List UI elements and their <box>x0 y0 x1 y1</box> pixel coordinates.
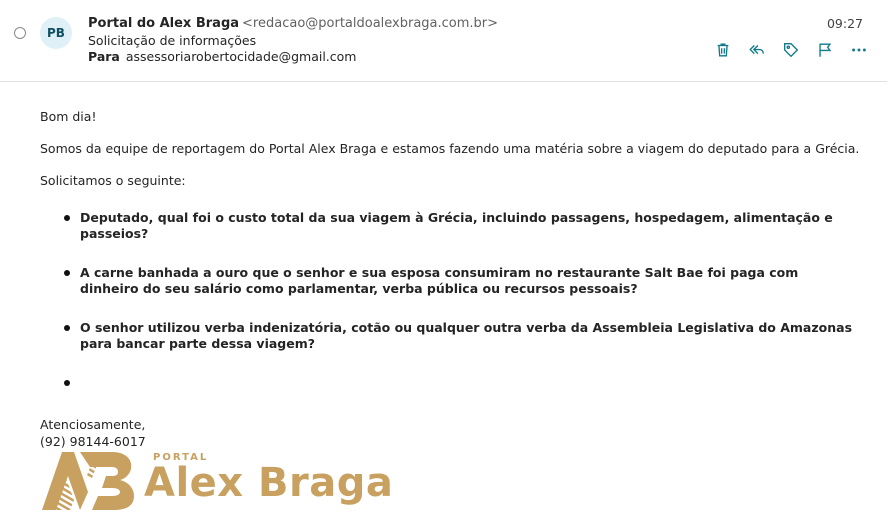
more-icon <box>850 41 868 59</box>
list-item <box>80 375 860 391</box>
sender-email: <redacao@portaldoalexbraga.com.br> <box>242 16 499 31</box>
ab-logo-mark-icon <box>40 448 140 512</box>
recipient-line <box>88 49 356 64</box>
message-header <box>0 0 887 82</box>
tag-icon <box>782 41 800 59</box>
to-label: Para <box>88 49 120 64</box>
avatar[interactable] <box>40 17 72 49</box>
message-subject: Solicitação de informações <box>88 33 257 48</box>
delete-button[interactable] <box>713 40 733 60</box>
closing-text: Atenciosamente, <box>40 417 146 432</box>
flag-icon <box>816 41 834 59</box>
sender-line <box>88 16 498 31</box>
more-actions-button[interactable] <box>849 40 869 60</box>
reply-all-button[interactable] <box>747 40 767 60</box>
questions-list <box>40 210 860 391</box>
list-item: Deputado, qual foi o custo total da sua viagem à Grécia, incluindo passagens, hospedagem, alimentação e passeios? <box>80 210 860 242</box>
intro-paragraph: Somos da equipe de reportagem do Portal Alex Braga e estamos fazendo uma matéria sobre a viagem do deputado para a Grécia. <box>40 141 860 156</box>
list-item: O senhor utilizou verba indenizatória, cotão ou qualquer outra verba da Assembleia Legislativa do Amazonas para bancar parte dessa viagem? <box>80 320 860 352</box>
portal-logo <box>40 448 400 512</box>
select-message-checkbox[interactable] <box>14 27 26 39</box>
logo-portal-text: PORTAL <box>153 452 209 463</box>
signature <box>40 416 146 450</box>
request-paragraph: Solicitamos o seguinte: <box>40 173 186 188</box>
logo-main-text: Alex Braga <box>144 460 394 506</box>
list-item: A carne banhada a ouro que o senhor e sua esposa consumiram no restaurante Salt Bae foi paga com dinheiro do seu salário como parlamentar, verba pública ou recursos pessoais? <box>80 265 860 297</box>
reply-all-icon <box>748 41 766 59</box>
message-body <box>40 108 860 391</box>
trash-icon <box>714 41 732 59</box>
avatar-initials: PB <box>47 26 65 40</box>
sender-name[interactable]: Portal do Alex Braga <box>88 16 240 31</box>
phone-number: (92) 98144-6017 <box>40 434 146 449</box>
flag-button[interactable] <box>815 40 835 60</box>
recipient-email[interactable]: assessoriarobertocidade@gmail.com <box>125 49 357 64</box>
tag-button[interactable] <box>781 40 801 60</box>
greeting: Bom dia! <box>40 109 97 124</box>
message-actions <box>713 40 869 60</box>
message-time: 09:27 <box>826 16 863 31</box>
